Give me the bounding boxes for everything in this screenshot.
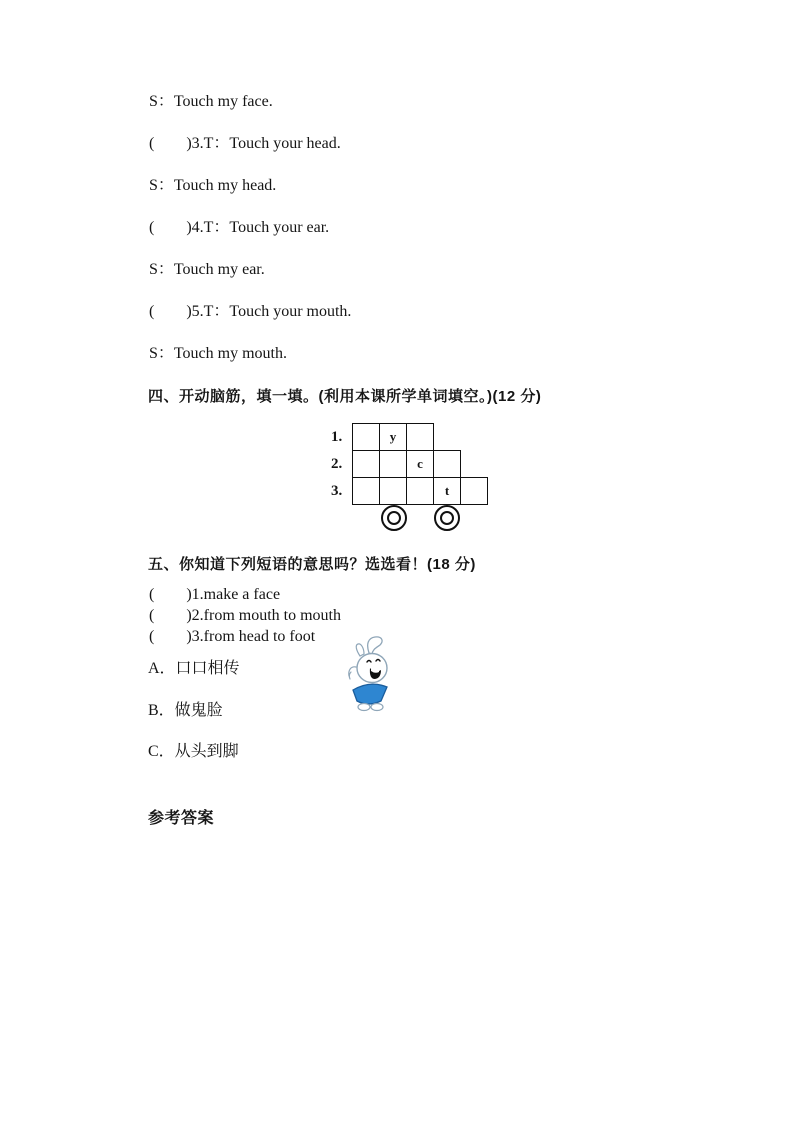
dialogue-line: S：Touch my ear. — [149, 261, 265, 278]
wheel-icon — [434, 505, 460, 531]
puzzle-row — [331, 477, 488, 505]
puzzle-row — [331, 450, 488, 478]
wheel-icon — [381, 505, 407, 531]
section4-heading: 四、开动脑筋，填一填。(利用本课所学单词填空。)(12 分) — [148, 388, 542, 405]
option-c: C．从头到脚 — [148, 743, 239, 760]
puzzle-cell-letter: t — [433, 477, 461, 505]
dialogue-line: S：Touch my mouth. — [149, 345, 287, 362]
puzzle-cell-letter: c — [406, 450, 434, 478]
dialogue-line: ( )3.T：Touch your head. — [149, 135, 341, 152]
phrase-item: ( )2.from mouth to mouth — [149, 607, 341, 624]
dialogue-line: S：Touch my head. — [149, 177, 277, 194]
puzzle-cell-blank — [406, 477, 434, 505]
phrase-items — [149, 585, 341, 648]
puzzle-cell-blank — [352, 423, 380, 451]
dialogue-line: ( )4.T：Touch your ear. — [149, 219, 330, 236]
wheel-hub-icon — [387, 511, 401, 525]
puzzle-row-label: 3. — [331, 482, 343, 499]
phrase-item: ( )1.make a face — [149, 586, 281, 603]
dialogue-line: ( )5.T：Touch your mouth. — [149, 303, 352, 320]
puzzle-row — [331, 423, 488, 451]
wheel-hub-icon — [440, 511, 454, 525]
rabbit-clipart-icon — [341, 636, 397, 714]
puzzle-row-label: 1. — [331, 428, 343, 445]
puzzle-cell-blank — [352, 450, 380, 478]
puzzle-cell-blank — [460, 477, 488, 505]
crossword-car-grid — [331, 423, 488, 505]
puzzle-cell-letter: y — [379, 423, 407, 451]
dialogue-lines — [149, 92, 351, 386]
puzzle-cell-blank — [433, 450, 461, 478]
answer-key-heading: 参考答案 — [148, 810, 215, 827]
dialogue-line: S：Touch my face. — [149, 93, 273, 110]
phrase-item: ( )3.from head to foot — [149, 628, 316, 645]
option-a: A．口口相传 — [148, 660, 240, 677]
puzzle-cell-blank — [379, 450, 407, 478]
puzzle-row-label: 2. — [331, 455, 343, 472]
option-b: B．做鬼脸 — [148, 702, 223, 719]
puzzle-cell-blank — [379, 477, 407, 505]
puzzle-cell-blank — [352, 477, 380, 505]
puzzle-cell-blank — [406, 423, 434, 451]
section5-heading: 五、你知道下列短语的意思吗？选选看！(18 分) — [148, 556, 476, 573]
